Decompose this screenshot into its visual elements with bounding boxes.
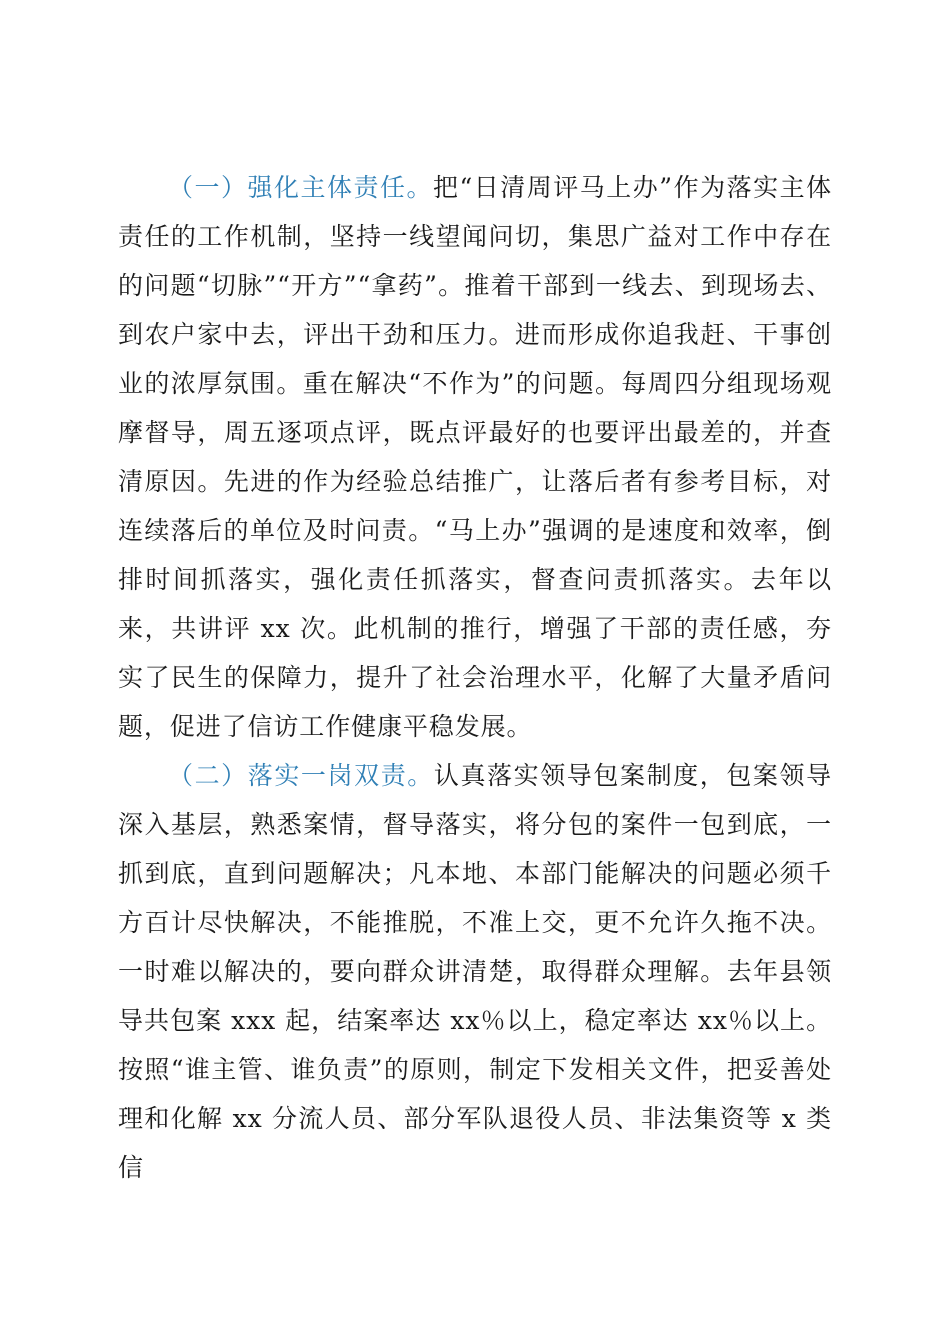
section-body-1: 把“日清周评马上办”作为落实主体责任的工作机制，坚持一线望闻问切，集思广益对工作中存在的问题“切脉”“开方”“拿药”。推着干部到一线去、到现场去、到农户家中去，评出干劲和压力。进而形成你追我赶、干事创业的浓厚氛围。重在解决“不作为”的问题。每周四分组现场观摩督导，周五逐项点评，既点评最好的也要评出最差的，并查清原因。先进的作为经验总结推广，让落后者有参考目标，对连续落后的单位及时问责。“马上办”强调的是速度和效率，倒排时间抓落实，强化责任抓落实，督查问责抓落实。去年以来，共讲评 xx 次。此机制的推行，增强了干部的责任感，夯实了民生的保障力，提升了社会治理水平，化解了大量矛盾问题，促进了信访工作健康平稳发展。 (118, 173, 832, 741)
section-heading-2: （二）落实一岗双责。 (168, 761, 434, 790)
paragraph-section-2 (118, 751, 832, 1192)
document-page (118, 163, 832, 1192)
paragraph-section-1 (118, 163, 832, 751)
section-heading-1: （一）强化主体责任。 (168, 173, 434, 202)
section-body-2: 认真落实领导包案制度，包案领导深入基层，熟悉案情，督导落实，将分包的案件一包到底，一抓到底，直到问题解决；凡本地、本部门能解决的问题必须千方百计尽快解决，不能推脱，不准上交，更不允许久拖不决。一时难以解决的，要向群众讲清楚，取得群众理解。去年县领导共包案 xxx 起，结案率达 xx％以上，稳定率达 xx％以上。按照“谁主管、谁负责”的原则，制定下发相关文件，把妥善处理和化解 xx 分流人员、部分军队退役人员、非法集资等 x 类信 (118, 761, 832, 1182)
